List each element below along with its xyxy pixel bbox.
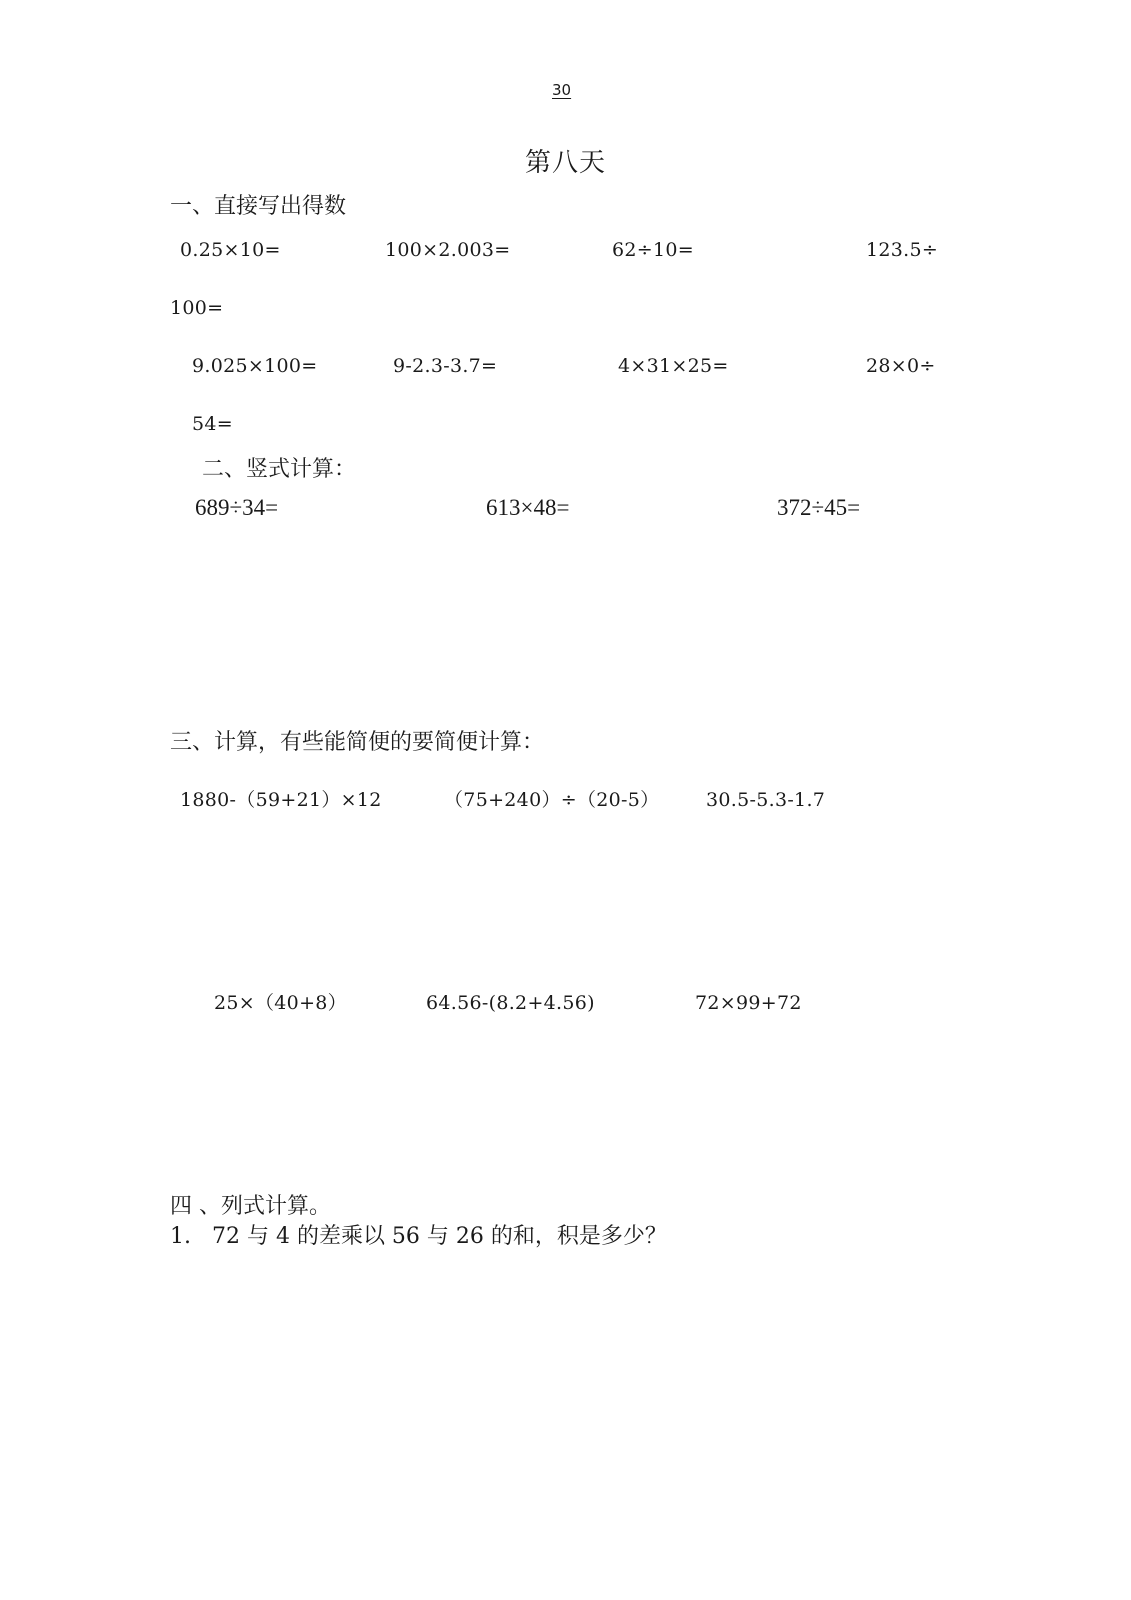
page-number: 30: [552, 81, 572, 99]
vertical-calc-item: 613×48=: [486, 495, 570, 520]
page-title: 第八天: [524, 148, 606, 178]
simplify-calc-item: 1880-（59+21）×12: [180, 789, 382, 811]
oral-calc-item: 4×31×25=: [618, 355, 729, 377]
oral-calc-item: 123.5÷: [866, 239, 939, 261]
oral-calc-item: 100=: [170, 297, 224, 319]
section-1-heading: 一、直接写出得数: [170, 194, 347, 219]
section-4-heading: 四 、列式计算。: [170, 1194, 331, 1219]
simplify-calc-item: 64.56-(8.2+4.56): [426, 992, 595, 1014]
oral-calc-item: 9.025×100=: [192, 355, 318, 377]
simplify-calc-item: （75+240）÷（20-5）: [444, 789, 660, 811]
oral-calc-item: 0.25×10=: [180, 239, 281, 261]
simplify-calc-item: 25×（40+8）: [214, 992, 347, 1014]
vertical-calc-item: 689÷34=: [195, 495, 279, 520]
section-2-heading: 二、竖式计算：: [202, 457, 357, 482]
oral-calc-item: 62÷10=: [612, 239, 694, 261]
oral-calc-item: 28×0÷: [866, 355, 936, 377]
simplify-calc-item: 30.5-5.3-1.7: [706, 789, 826, 811]
vertical-calc-item: 372÷45=: [777, 495, 861, 520]
section-3-heading: 三、计算，有些能简便的要简便计算：: [170, 730, 545, 755]
oral-calc-item: 9-2.3-3.7=: [393, 355, 498, 377]
simplify-calc-item: 72×99+72: [695, 992, 802, 1014]
oral-calc-item: 54=: [192, 413, 233, 435]
word-problem-1: 1. 72 与 4 的差乘以 56 与 26 的和，积是多少？: [170, 1224, 667, 1249]
oral-calc-item: 100×2.003=: [385, 239, 511, 261]
